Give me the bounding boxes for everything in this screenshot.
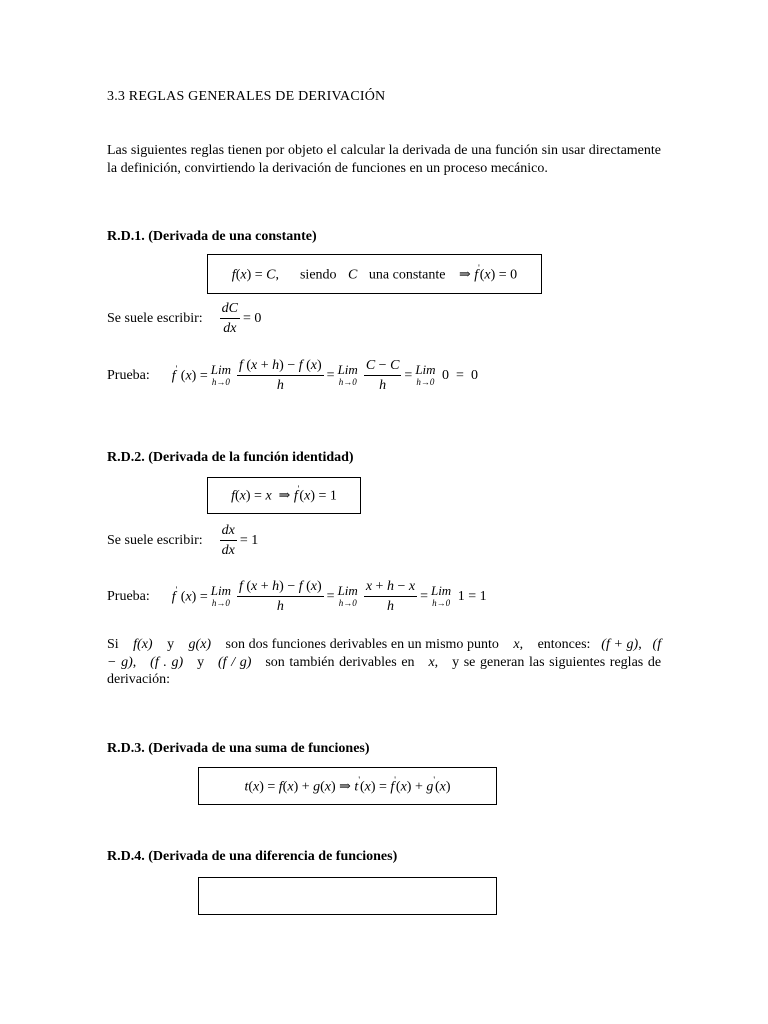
limit-symbol: Lim h→0: [210, 361, 231, 387]
rd1-se-suele-label: Se suele escribir:: [107, 310, 203, 326]
rd1-prueba-label: Prueba:: [107, 367, 150, 383]
limit-symbol: Lim h→0: [337, 582, 358, 608]
rd2-notation: Se suele escribir: $\frac{dx}{dx}$ = 1: [107, 523, 259, 558]
rd2-heading: R.D.2. (Derivada de la función identidad): [107, 450, 354, 465]
rd1-heading: R.D.1. (Derivada de una constante): [107, 229, 317, 244]
rd2-se-suele-label: Se suele escribir:: [107, 532, 203, 548]
rd2-formula: f(x) = x ⇒ f'(x) = 1: [231, 484, 337, 504]
dx-dx-fraction: $\frac{dx}{dx}$: [221, 523, 235, 558]
rd1-formula-box: [207, 254, 542, 294]
rd2-formula-box: [207, 477, 361, 514]
rd4-heading: R.D.4. (Derivada de una diferencia de funciones): [107, 849, 398, 864]
limit-symbol: Lim h→0: [430, 582, 452, 608]
rd3-formula-box: [198, 767, 497, 805]
rd2-proof: Prueba: f' (x) = Lim h→0 $\frac{f (x + h) - f (x)}{h}$ = Lim h→0 $\frac{x + h - x}{h}$ = Lim h→0 1 = 1: [107, 579, 487, 614]
rd1-notation: Se suele escribir: $\frac{dC}{dx}$ = 0: [107, 301, 262, 336]
rd1-formula: f(x) = C, siendo C una constante ⇒ f'(x) = 0: [231, 262, 518, 283]
rd4-formula-box: [198, 877, 497, 915]
intro-paragraph: Las siguientes reglas tienen por objeto el calcular la derivada de una función sin usar directamente la definición, convirtiendo la derivación de funciones en un proceso mecánico.: [107, 143, 661, 176]
rd3-heading: R.D.3. (Derivada de una suma de funciones): [107, 741, 370, 756]
limit-symbol: Lim h→0: [337, 361, 358, 387]
limit-symbol: Lim h→0: [415, 361, 436, 387]
limit-symbol: Lim h→0: [210, 582, 231, 608]
conditions-paragraph: Si f(x) y g(x) son dos funciones derivables en un mismo punto x, entonces: (f + g), (f − g), (f . g) y (f / g) son también derivables en x, y se generan las siguientes reglas de derivación:: [107, 637, 662, 687]
rd2-prueba-label: Prueba:: [107, 588, 150, 604]
section-title: 3.3 REGLAS GENERALES DE DERIVACIÓN: [107, 89, 386, 104]
rd3-formula: t(x) = f(x) + g(x) ⇒ t'(x) = f'(x) + g'(x): [244, 774, 451, 795]
dC-dx-fraction: $\frac{dC}{dx}$: [221, 301, 238, 336]
rd1-proof: Prueba: f' (x) = Lim h→0 $\frac{f (x + h) - f (x)}{h}$ = Lim h→0 $\frac{C - C}{h}$ = Lim h→0 0 = 0: [107, 358, 478, 393]
